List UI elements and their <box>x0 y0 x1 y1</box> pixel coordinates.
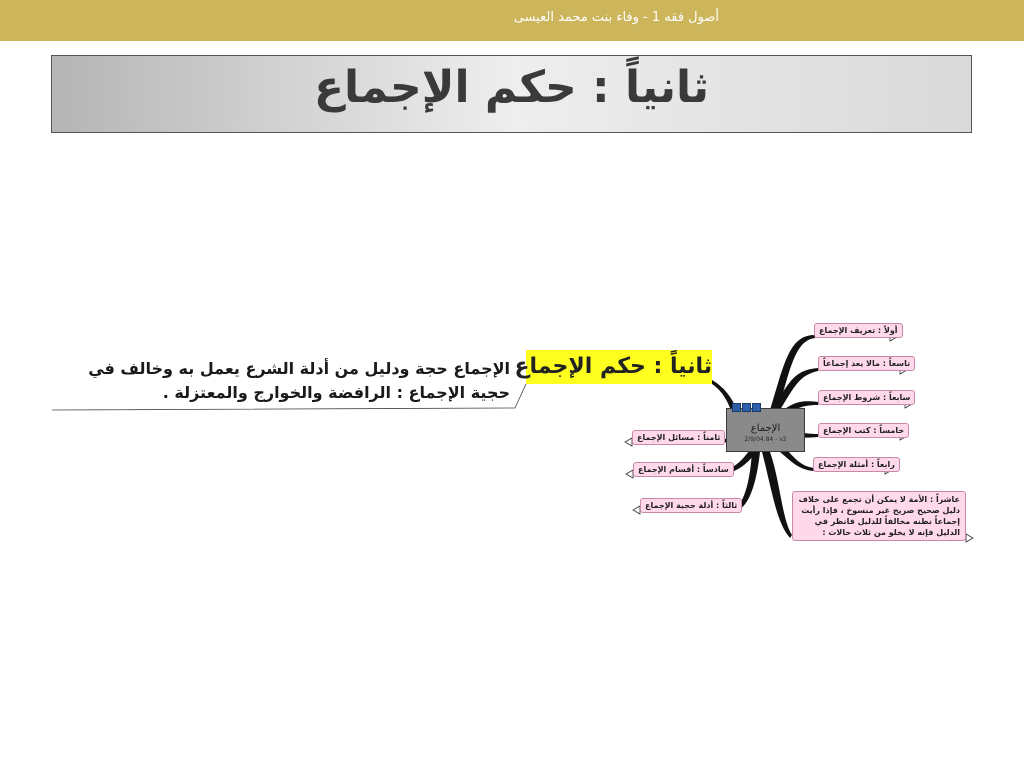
center-node <box>726 408 805 452</box>
center-node-title: الإجماع <box>750 423 781 434</box>
branch-b3: ثالثاً : أدلة حجية الإجماع <box>640 498 742 513</box>
arrow-b6 <box>626 470 633 478</box>
branch-b8: ثامناً : مسائل الإجماع <box>632 430 725 445</box>
node-handle-icon <box>752 403 761 412</box>
highlight-node: ثانياً : حكم الإجماع <box>526 350 712 384</box>
arrow-b3 <box>633 506 640 514</box>
branch-b5: خامساً : كتب الإجماع <box>818 423 909 438</box>
branch-b6: سادساً : أقسام الإجماع <box>633 462 734 477</box>
branch-b4: رابعاً : أمثلة الإجماع <box>813 457 900 472</box>
node-handle-icon <box>732 403 741 412</box>
connector-b10 <box>762 452 792 538</box>
branch-b7: سابعاً : شروط الإجماع <box>818 390 915 405</box>
center-node-subtitle: 2/9/04.84 - v2 <box>744 436 787 443</box>
branch-b1: أولاً : تعريف الإجماع <box>814 323 903 338</box>
branch-b9: تاسعاً : مالا يعد إجماعاً <box>818 356 915 371</box>
branch-b10: عاشراً : الأمة لا يمكن أن تجمع على خلاف دليل صحيح صريح غير منسوخ ، فإذا رأيت إجماعاً نظنه مخالفاً للدليل فانظر في الدليل فإنه لا يخلو من ثلاث حالات : <box>792 491 966 541</box>
page-title: ثانياً : حكم الإجماع <box>313 62 710 113</box>
arrow-b8 <box>625 438 632 446</box>
arrow-b10 <box>966 534 973 542</box>
header-text: أصول فقه 1 - وفاء بنت محمد العيسى <box>513 10 719 25</box>
node-handle-icon <box>742 403 751 412</box>
description-text: الإجماع حجة ودليل من أدلة الشرع يعمل به وخالف في حجية الإجماع : الرافضة والخوارج والمعتزلة . <box>88 359 510 402</box>
